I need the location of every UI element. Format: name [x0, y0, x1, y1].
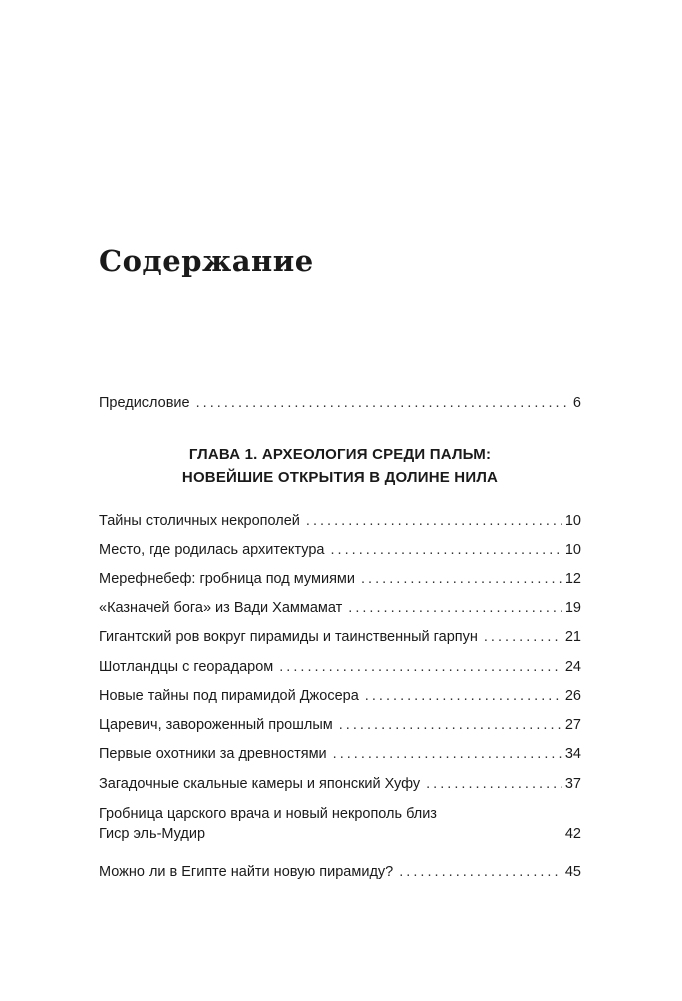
toc-entry-page: 24 [564, 659, 581, 675]
dot-leader [361, 569, 562, 589]
toc-entry-label: Можно ли в Египте найти новую пирамиду? [99, 864, 394, 880]
dot-leader [484, 627, 562, 647]
toc-entry-page: 34 [564, 746, 581, 762]
toc-entry-label: Гигантский ров вокруг пирамиды и таинственный гарпун [99, 629, 478, 645]
toc-entry[interactable] [99, 686, 581, 706]
chapter-heading-line2: НОВЕЙШИЕ ОТКРЫТИЯ В ДОЛИНЕ НИЛА [181, 469, 499, 486]
dot-leader [339, 715, 562, 735]
toc-entry-preface[interactable] [99, 393, 581, 413]
toc-entry[interactable] [99, 715, 581, 735]
toc-entry-page: 19 [564, 600, 581, 616]
toc-entry-page: 6 [572, 395, 581, 411]
toc-entry-page: 42 [564, 826, 581, 842]
toc-entry-label: «Казначей бога» из Вади Хаммамат [99, 600, 343, 616]
dot-leader [426, 774, 562, 794]
toc-entry-label: Первые охотники за древностями [99, 746, 327, 762]
toc-entry[interactable] [99, 804, 581, 844]
toc-entry[interactable] [99, 569, 581, 589]
toc-entry[interactable] [99, 657, 581, 677]
toc-entry-label: Тайны столичных некрополей [99, 513, 300, 529]
dot-leader [196, 393, 570, 413]
chapter-heading[interactable] [99, 443, 581, 489]
toc-entry-page: 10 [564, 513, 581, 529]
toc-entry-label-line2: Гиср эль-Мудир [99, 826, 206, 842]
dot-leader [306, 511, 562, 531]
toc-entry-page: 37 [564, 776, 581, 792]
dot-leader [333, 744, 562, 764]
dot-leader [348, 598, 562, 618]
toc-entry-label: Загадочные скальные камеры и японский Хуфу [99, 776, 421, 792]
toc-entry-label: Шотландцы с георадаром [99, 659, 274, 675]
chapter-heading-line1: ГЛАВА 1. АРХЕОЛОГИЯ СРЕДИ ПАЛЬМ: [188, 446, 492, 463]
toc-entry-page: 10 [564, 542, 581, 558]
toc-entry-page: 21 [564, 629, 581, 645]
toc-entry-label-line1: Гробница царского врача и новый некрополь близ [99, 806, 437, 822]
toc-entry[interactable] [99, 598, 581, 618]
toc-entry[interactable] [99, 540, 581, 560]
dot-leader [399, 862, 562, 882]
toc-entry[interactable] [99, 862, 581, 882]
toc-entry-page: 27 [564, 717, 581, 733]
toc-entry-page: 45 [564, 864, 581, 880]
toc-entry-label: Место, где родилась архитектура [99, 542, 325, 558]
dot-leader [365, 686, 562, 706]
toc-entry[interactable] [99, 774, 581, 794]
toc-entry-label: Предисловие [99, 395, 190, 411]
toc-entry-label: Мерефнебеф: гробница под мумиями [99, 571, 355, 587]
toc-entry-page: 26 [564, 688, 581, 704]
dot-leader [279, 657, 562, 677]
page-title: Содержание [99, 244, 314, 278]
toc-entry[interactable] [99, 511, 581, 531]
toc-entry[interactable] [99, 627, 581, 647]
toc-entry[interactable] [99, 744, 581, 764]
dot-leader [330, 540, 561, 560]
toc-entry-line2 [99, 824, 581, 844]
toc-entry-label: Новые тайны под пирамидой Джосера [99, 688, 359, 704]
toc-entry-label: Царевич, завороженный прошлым [99, 717, 333, 733]
toc-entry-page: 12 [564, 571, 581, 587]
